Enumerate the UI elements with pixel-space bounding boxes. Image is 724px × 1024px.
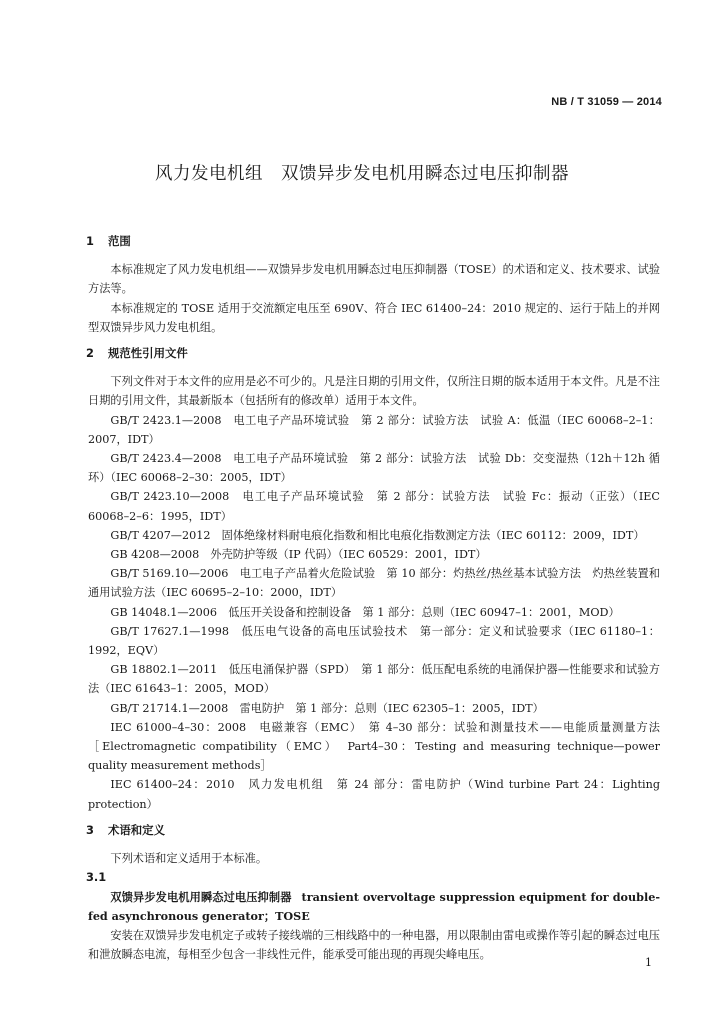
scope-paragraph: 本标准规定的 TOSE 适用于交流额定电压至 690V、符合 IEC 61400–24：2010 规定的、运行于陆上的并网型双馈异步风力发电机组。 xyxy=(88,301,660,334)
reference-item: GB/T 2423.4—2008 电工电子产品环境试验 第 2 部分：试验方法 试验 Db：交变湿热（12h＋12h 循环）（IEC 60068–2–30：2005，IDT） xyxy=(88,452,660,485)
section-title: 术语和定义 xyxy=(108,822,165,837)
document-body xyxy=(88,232,660,964)
term-chinese: 双馈异步发电机用瞬态过电压抑制器 xyxy=(110,890,292,904)
document-title: 风力发电机组 双馈异步发电机用瞬态过电压抑制器 xyxy=(155,164,569,184)
reference-item: GB/T 5169.10—2006 电工电子产品着火危险试验 第 10 部分：灼热丝/热丝基本试验方法 灼热丝装置和通用试验方法（IEC 60695–2–10：2000，IDT） xyxy=(88,567,660,600)
reference-item: IEC 61000–4–30：2008 电磁兼容（EMC） 第 4–30 部分：试验和测量技术——电能质量测量方法［Electromagnetic compatibility（EMC） Part4–30：Testing and measuring technique—power quality measurement methods］ xyxy=(88,720,660,773)
term-number: 3.1 xyxy=(86,870,107,885)
standard-number: NB / T 31059 — 2014 xyxy=(551,96,662,108)
term-entry xyxy=(88,888,660,926)
section-heading-normative-references xyxy=(86,344,660,363)
reference-item: GB 18802.1—2011 低压电涌保护器（SPD） 第 1 部分：低压配电系统的电涌保护器—性能要求和试验方法（IEC 61643–1：2005，MOD） xyxy=(88,663,660,696)
section-heading-terms xyxy=(86,821,660,840)
reference-item: GB 14048.1—2006 低压开关设备和控制设备 第 1 部分：总则（IEC 60947–1：2001，MOD） xyxy=(110,605,620,619)
reference-item: GB/T 17627.1—1998 低压电气设备的高电压试验技术 第一部分：定义和试验要求（IEC 61180–1：1992，EQV） xyxy=(88,624,660,658)
reference-item: GB/T 2423.1—2008 电工电子产品环境试验 第 2 部分：试验方法 试验 A：低温（IEC 60068–2–1：2007，IDT） xyxy=(88,413,660,446)
section-number: 1 xyxy=(86,234,94,248)
reference-item: GB/T 21714.1—2008 雷电防护 第 1 部分：总则（IEC 62305–1：2005，IDT） xyxy=(110,701,544,715)
section-heading-scope xyxy=(86,232,660,251)
term-definition: 安装在双馈异步发电机定子或转子接线端的三相线路中的一种电器，用以限制由雷电或操作等引起的瞬态过电压和泄放瞬态电流，每相至少包含一非线性元件，能承受可能出现的再现尖峰电压。 xyxy=(88,928,660,962)
term-english: transient overvoltage suppression equipment for double-fed asynchronous generator；TOSE xyxy=(88,889,660,923)
reference-item: IEC 61400–24：2010 风力发电机组 第 24 部分：雷电防护（Wind turbine Part 24：Lighting protection） xyxy=(88,778,660,811)
page-number: 1 xyxy=(645,956,652,969)
section-title: 规范性引用文件 xyxy=(108,346,188,361)
references-intro: 下列文件对于本文件的应用是必不可少的。凡是注日期的引用文件，仅所注日期的版本适用于本文件。凡是不注日期的引用文件，其最新版本（包括所有的修改单）适用于本文件。 xyxy=(88,375,660,408)
section-title: 范围 xyxy=(108,234,131,248)
section-number: 3 xyxy=(86,822,94,837)
scope-paragraph: 本标准规定了风力发电机组——双馈异步发电机用瞬态过电压抑制器（TOSE）的术语和定义、技术要求、试验方法等。 xyxy=(88,263,660,296)
terms-intro: 下列术语和定义适用于本标准。 xyxy=(110,852,268,866)
reference-item: GB/T 4207—2012 固体绝缘材料耐电痕化指数和相比电痕化指数测定方法（IEC 60112：2009，IDT） xyxy=(110,528,645,542)
reference-item: GB/T 2423.10—2008 电工电子产品环境试验 第 2 部分：试验方法 试验 Fc：振动（正弦）（IEC 60068–2–6：1995，IDT） xyxy=(88,490,660,523)
reference-item: GB 4208—2008 外壳防护等级（IP 代码）（IEC 60529：2001，IDT） xyxy=(110,548,487,562)
section-number: 2 xyxy=(86,346,94,361)
